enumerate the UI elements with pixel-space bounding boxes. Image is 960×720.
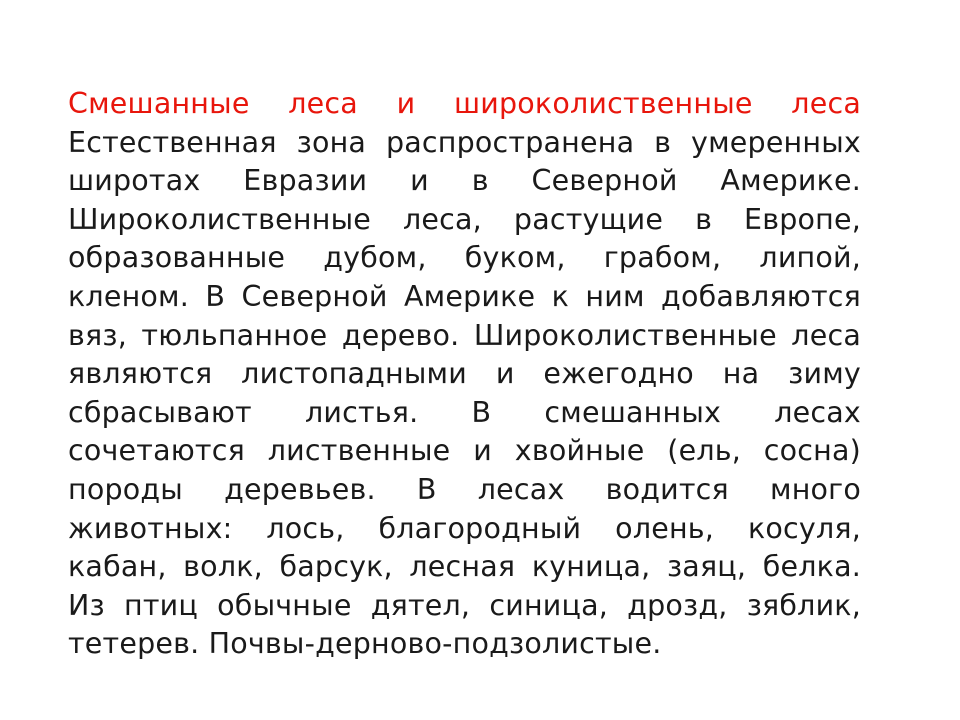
slide-heading: Смешанные леса и широколиственные леса (68, 87, 861, 120)
text-block (68, 85, 861, 664)
slide-body-text: Естественная зона распространена в умеренных широтах Евразии и в Северной Америке. Широколиственные леса, растущие в Европе, образованные дубом, буком, грабом, липой, кленом. В Северной Америке к ним добавляются вяз, тюльпанное дерево. Широколиственные леса являются листопадными и ежегодно на зиму сбрасывают листья. В смешанных лесах сочетаются лиственные и хвойные (ель, сосна) породы деревьев. В лесах водится много животных: лось, благородный олень, косуля, кабан, волк, барсук, лесная куница, заяц, белка. Из птиц обычные дятел, синица, дрозд, зяблик, тетерев. Почвы-дерново-подзолистые. (68, 125, 861, 661)
